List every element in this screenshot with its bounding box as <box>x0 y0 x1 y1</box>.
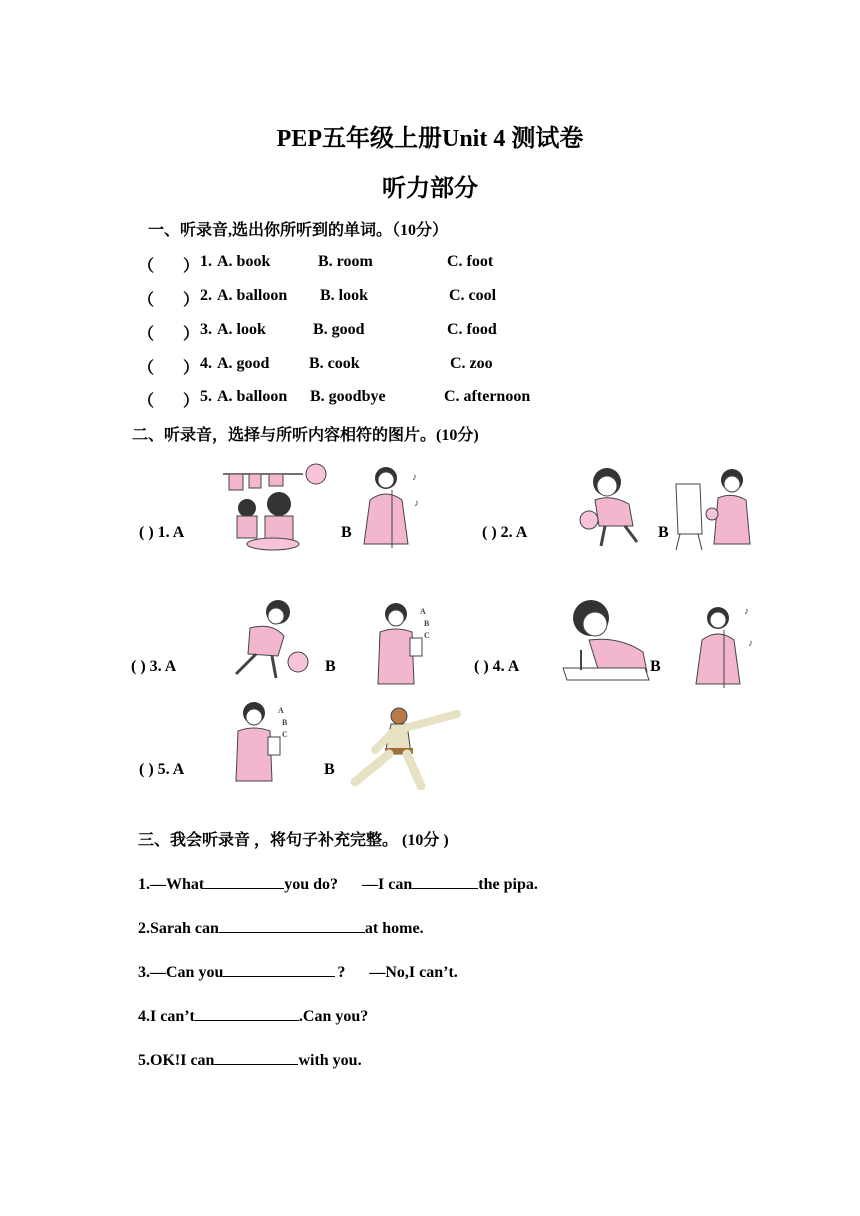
sentence-text: 1.—What <box>138 876 205 893</box>
svg-text:B: B <box>424 619 430 628</box>
answer-bracket-open[interactable]: （ <box>138 360 155 377</box>
answer-bracket-open[interactable]: （ <box>138 292 155 309</box>
option-c: C. food <box>447 321 497 338</box>
option-b: B. cook <box>309 355 360 372</box>
answer-blank[interactable] <box>214 1049 298 1065</box>
sentence-text: at home. <box>364 920 424 937</box>
item-3-b-label[interactable]: B <box>325 658 336 675</box>
part2-heading: 二、听录音，选择与所听内容相符的图片。(10分) <box>132 427 479 444</box>
sentence-text: with you. <box>298 1052 362 1069</box>
option-a: A. good <box>217 355 270 372</box>
sentence-text: ? <box>337 964 346 981</box>
item-5-label[interactable]: ( ) 5. A <box>139 761 185 778</box>
answer-blank[interactable] <box>204 873 284 889</box>
answer-bracket-close: ） <box>183 326 200 343</box>
item-3-label[interactable]: ( ) 3. A <box>131 658 177 675</box>
answer-blank[interactable] <box>195 1005 299 1021</box>
svg-text:♪: ♪ <box>414 498 419 509</box>
kung-fu-man-picture[interactable] <box>345 704 463 790</box>
option-b: B. room <box>318 253 373 270</box>
girl-singing-picture[interactable] <box>356 460 428 552</box>
sentence-2 <box>138 917 424 938</box>
part3-heading: 三、我会听录音 ，将句子补充完整。 (10分 ) <box>138 832 449 849</box>
answer-bracket-close: ） <box>183 360 200 377</box>
sentence-text: you do? <box>284 876 339 893</box>
option-b: B. good <box>313 321 365 338</box>
answer-bracket-open[interactable]: （ <box>138 393 155 410</box>
sentence-text: .Can you? <box>298 1008 369 1025</box>
answer-bracket-close: ） <box>183 258 200 275</box>
sentence-text: 2.Sarah can <box>138 920 219 937</box>
answer-bracket-open[interactable]: （ <box>138 258 155 275</box>
girl-singing-picture-2[interactable] <box>686 600 760 692</box>
option-a: A. balloon <box>217 388 288 405</box>
sentence-1 <box>138 873 538 894</box>
girl-basketball-picture[interactable] <box>571 462 655 552</box>
item-5-b-label[interactable]: B <box>324 761 335 778</box>
answer-bracket-close: ） <box>183 393 200 410</box>
sentence-text: 3.—Can you <box>138 964 224 981</box>
page-subtitle: 听力部分 <box>382 176 478 202</box>
svg-text:♪: ♪ <box>412 472 417 483</box>
sentence-5 <box>138 1049 362 1070</box>
boy-reading-abc-picture[interactable] <box>368 598 434 686</box>
item-1-b-label[interactable]: B <box>341 524 352 541</box>
option-c: C. cool <box>449 287 497 304</box>
answer-blank[interactable] <box>412 873 478 889</box>
boy-reading-abc-picture-2[interactable] <box>226 699 292 783</box>
sentence-text: 5.OK!I can <box>138 1052 215 1069</box>
sentence-text: the pipa. <box>478 876 538 893</box>
option-b: B. look <box>320 287 369 304</box>
sentence-3 <box>138 961 458 982</box>
option-b: B. goodbye <box>310 388 386 405</box>
option-c: C. foot <box>447 253 494 270</box>
item-number: 3. <box>200 321 212 338</box>
laundry-picture[interactable] <box>223 460 329 552</box>
svg-text:B: B <box>282 718 288 727</box>
part1-heading: 一、听录音,选出你所听到的单词。（10分） <box>148 222 449 239</box>
item-number: 5. <box>200 388 212 405</box>
answer-bracket-close: ） <box>183 292 200 309</box>
svg-text:C: C <box>424 631 430 640</box>
girl-painting-picture[interactable] <box>672 464 754 552</box>
option-c: C. zoo <box>450 355 493 372</box>
item-number: 2. <box>200 287 212 304</box>
page-title: PEP五年级上册Unit 4 测试卷 <box>276 126 584 152</box>
item-2-label[interactable]: ( ) 2. A <box>482 524 528 541</box>
item-1-label[interactable]: ( ) 1. A <box>139 524 185 541</box>
option-c: C. afternoon <box>444 388 531 405</box>
answer-blank[interactable] <box>219 917 365 933</box>
sentence-text: —No,I can’t. <box>369 964 458 981</box>
option-a: A. look <box>217 321 266 338</box>
answer-bracket-open[interactable]: （ <box>138 326 155 343</box>
svg-text:A: A <box>420 607 426 616</box>
item-number: 4. <box>200 355 212 372</box>
girl-writing-picture[interactable] <box>559 596 651 686</box>
item-number: 1. <box>200 253 212 270</box>
answer-blank[interactable] <box>223 961 335 977</box>
svg-text:A: A <box>278 706 284 715</box>
item-2-b-label[interactable]: B <box>658 524 669 541</box>
option-a: A. book <box>217 253 271 270</box>
sentence-4 <box>138 1005 368 1026</box>
sentence-text: —I can <box>362 876 413 893</box>
sentence-text: 4.I can’t <box>138 1008 195 1025</box>
svg-text:♪: ♪ <box>744 606 749 617</box>
svg-text:♪: ♪ <box>748 638 753 649</box>
boy-basketball-picture[interactable] <box>222 596 320 684</box>
item-4-b-label[interactable]: B <box>650 658 661 675</box>
option-a: A. balloon <box>217 287 288 304</box>
svg-text:C: C <box>282 730 288 739</box>
item-4-label[interactable]: ( ) 4. A <box>474 658 520 675</box>
